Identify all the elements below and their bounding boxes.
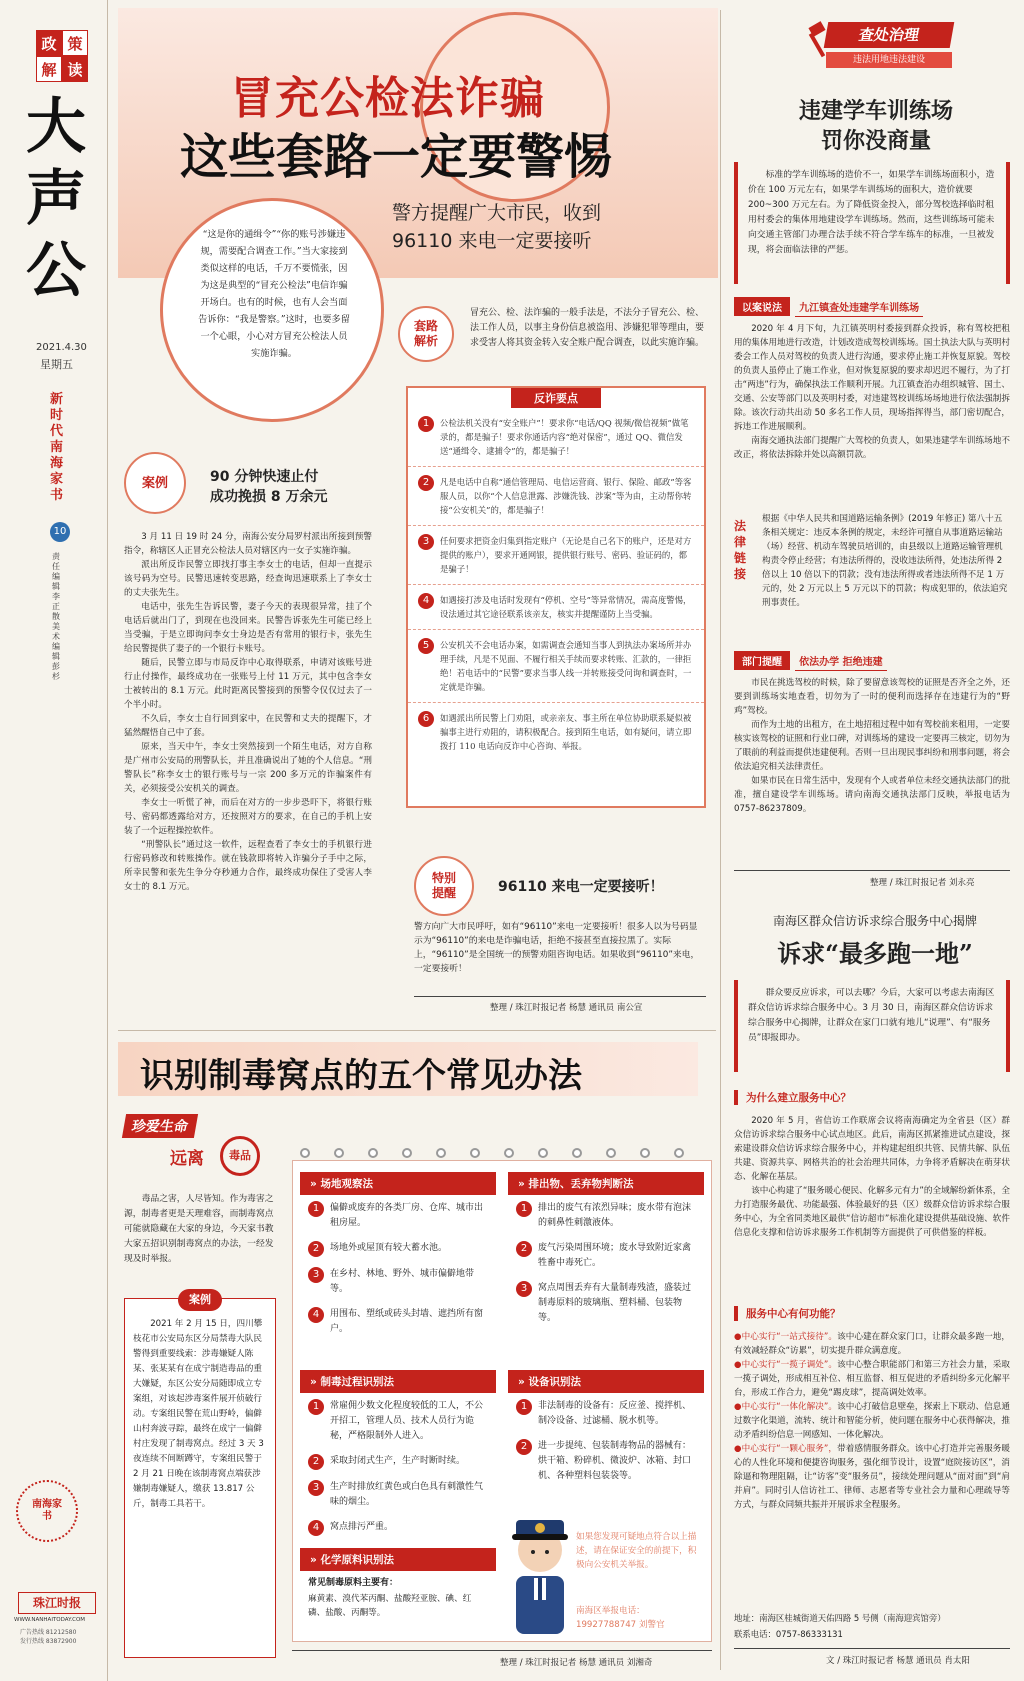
method-title: » 设备识别法 bbox=[508, 1370, 704, 1393]
tip-section-label: 部门提醒 bbox=[734, 651, 790, 670]
column-rule bbox=[720, 10, 721, 1670]
method-item-text: 常雇佣少数文化程度较低的工人，不公开招工，管理人员、技术人员行为诡秘，严格限制外人进入。 bbox=[330, 1401, 484, 1441]
hotline-number: 19927788747 刘警官 bbox=[576, 1620, 665, 1630]
service-intro-box bbox=[734, 980, 1010, 1072]
driving-title-line2: 罚你没商量 bbox=[820, 128, 931, 154]
method-item bbox=[300, 1195, 496, 1235]
ring bbox=[368, 1148, 378, 1158]
section-rule bbox=[118, 1030, 716, 1031]
ring bbox=[538, 1148, 548, 1158]
method-item bbox=[300, 1448, 496, 1474]
function-head: 中心实行“一体化解决”。 bbox=[741, 1402, 838, 1412]
method-title-text: 制毒过程识别法 bbox=[320, 1376, 394, 1388]
case-paragraph: 原来，当天中午，李女士突然接到一个陌生电话，对方自称是广州市公安局的刑警队长，并且准确说出了她的个人信息。“刑警队长”称李女士的银行账号与一宗 200 多万元的诈骗案件有关，必须接受公安机关的调查。 bbox=[124, 742, 372, 794]
method-title-text: 化学原料识别法 bbox=[320, 1554, 394, 1566]
method-item bbox=[300, 1393, 496, 1448]
method-item bbox=[300, 1261, 496, 1301]
divider bbox=[734, 1648, 1010, 1649]
case-section-title: 九江镇查处违建学车训练场 bbox=[795, 301, 923, 317]
method-title-text: 排出物、丢弃物判断法 bbox=[528, 1178, 634, 1190]
ring bbox=[674, 1148, 684, 1158]
tip-section-header bbox=[734, 650, 887, 670]
item-number: 2 bbox=[308, 1241, 324, 1257]
function-text: 该中心建在群众家门口，让群众最多跑一地，有效减轻群众“访累”，切实提升群众满意度。 bbox=[734, 1332, 1011, 1356]
ring bbox=[436, 1148, 446, 1158]
method-item-text: 偏僻或废弃的各类厂房、仓库、城市出租房屋。 bbox=[330, 1203, 484, 1228]
driving-intro-box bbox=[734, 162, 1010, 284]
function-item bbox=[734, 1330, 1010, 1358]
case-paragraph: 派出所反诈民警立即找打事主李女士的电话，但却一直提示该号码为空号。民警迅速转变思路，经查询迅速联系上了李女士的丈夫张先生。 bbox=[124, 560, 372, 598]
drug-case-box bbox=[124, 1293, 276, 1658]
method-item-text: 用围布、塑纸或砖头封墙、遮挡所有窗户。 bbox=[330, 1309, 484, 1334]
tip-item bbox=[408, 630, 704, 703]
q1-body bbox=[734, 1114, 1010, 1240]
case-title-line1: 90 分钟快速止付 bbox=[210, 469, 319, 485]
functions-body bbox=[734, 1330, 1010, 1512]
service-kicker: 南海区群众信访诉求综合服务中心揭牌 bbox=[772, 914, 977, 928]
ring bbox=[470, 1148, 480, 1158]
analysis-badge bbox=[398, 306, 454, 362]
function-text: 该中心整合职能部门和第三方社会力量，采取一揽子调处，形成相互补位、相互监督、相互促进的矛盾纠纷多元化解平台，形成工作合力，避免“踢皮球”，提高调处效率。 bbox=[734, 1360, 1011, 1398]
drug-intro: 毒品之害，人尽皆知。作为毒害之源，制毒者更是天理难容，而制毒窝点可能就隐藏在大家的身边，今天家书教大家五招识别制毒窝点的办法，一经发现及时举报。 bbox=[124, 1194, 274, 1264]
stamp-logo bbox=[802, 14, 956, 76]
case-label: 案例 bbox=[141, 475, 168, 491]
tip-number: 3 bbox=[418, 534, 434, 550]
fraud-subtitle-line1: 警方提醒广大市民，收到 bbox=[392, 202, 602, 224]
tip-item bbox=[408, 408, 704, 467]
service-contact: 联系电话：0757-86333131 bbox=[734, 1629, 843, 1639]
method-item bbox=[508, 1433, 704, 1488]
method-item bbox=[300, 1514, 496, 1540]
tip-number: 4 bbox=[418, 593, 434, 609]
gavel-icon bbox=[802, 20, 830, 62]
function-text: 带着感情服务群众。该中心打造并完善服务暖心的人性化环境和便捷咨询服务，强化细节设计，设置“庭院接访区”，消除逼和物理阻隔，让“访客”变“服务员”，接续处理问题从“面对面”到“肩并肩”。同时引人信访社工、律师、志愿者等专业社会力量和心理疏导等方式，与群众同频共振并开展诉求全程服务。 bbox=[734, 1444, 1011, 1510]
method-item-text: 采取封闭式生产，生产时断时续。 bbox=[330, 1456, 466, 1466]
driving-tip-body bbox=[734, 676, 1010, 816]
ring bbox=[334, 1148, 344, 1158]
item-number: 1 bbox=[308, 1201, 324, 1217]
ad-hotline: 广告热线 81212580 bbox=[20, 1629, 77, 1636]
masthead-char: 公 bbox=[26, 236, 86, 306]
function-item bbox=[734, 1400, 1010, 1442]
tag-char: 读 bbox=[62, 56, 88, 82]
fraud-byline: 整理 / 珠江时报记者 杨慧 通讯员 南公宣 bbox=[490, 1003, 643, 1013]
method-item bbox=[508, 1393, 704, 1433]
fraud-title-line2: 这些套路一定要警惕 bbox=[180, 129, 613, 185]
item-number: 2 bbox=[516, 1439, 532, 1455]
left-rail bbox=[0, 0, 108, 1681]
chemical-lead: 常见制毒原料主要有： bbox=[308, 1578, 399, 1588]
tag-char: 政 bbox=[36, 30, 62, 56]
method-item bbox=[508, 1275, 704, 1330]
ring bbox=[606, 1148, 616, 1158]
method-item-text: 场地外或屋顶有较大蓄水池。 bbox=[330, 1243, 448, 1253]
driving-tip-paragraph: 市民在挑选驾校的时候，除了要留意该驾校的证照是否齐全之外，还要到训练场实地查看，切勿为了一时的便利而选择存在违建行为的“野鸡”驾校。 bbox=[734, 678, 1010, 716]
issue-weekday: 星期五 bbox=[40, 358, 73, 371]
service-address: 地址：南海区桂城街道天佑四路 5 号侧（南海迎宾馆旁） bbox=[734, 1613, 946, 1623]
q1-paragraph: 2020 年 5 月，省信访工作联席会议将南海确定为全省县（区）群众信访诉求综合服务中心试点地区。此后，南海区抓紧推进试点建设，探索建设群众信访诉求综合服务中心，并构建起组织共管、民情共解、队伍共建、资源共享、网格共治的社会治理共同体，力争将矛盾解决在萌芽状态、化解在基层。 bbox=[734, 1116, 1010, 1182]
item-number: 2 bbox=[308, 1454, 324, 1470]
tip-number: 1 bbox=[418, 416, 434, 432]
reminder-label: 特别提醒 bbox=[431, 871, 456, 900]
service-title: 诉求“最多跑一地” bbox=[777, 939, 973, 968]
fraud-title-line1: 冒充公检法诈骗 bbox=[230, 73, 545, 124]
driving-tip-paragraph: 如果市民在日常生活中，发现有个人或者单位未经交通执法部门的批准，擅自建设学车训练场。请向南海交通执法部门反映，举报电话为 0757-86237809。 bbox=[734, 776, 1010, 814]
tip-item bbox=[408, 526, 704, 585]
tip-item bbox=[408, 467, 704, 526]
method-title: » 排出物、丢弃物判断法 bbox=[508, 1172, 704, 1195]
item-number: 3 bbox=[308, 1267, 324, 1283]
bullet-dot: ● bbox=[734, 1332, 742, 1342]
drug-byline: 整理 / 珠江时报记者 杨慧 通讯员 刘湘奇 bbox=[500, 1658, 653, 1668]
issue-date: 2021.4.30 bbox=[36, 342, 87, 353]
stamp-title: 查处治理 bbox=[824, 22, 955, 48]
driving-intro: 标准的学车训练场的造价不一，如果学车训练场面积小，造价在 100 万元左右，如果学车训练场的面积大，造价就要 200~300 万元左右。为了降低资金投入，部分驾校选择临时租用村委会的集体用地建设学车训练场。然而，这些训练场可能未向交通主管部门办理合法手续不符合学车练车的标准，一旦被发现，将会面临法律的严惩。 bbox=[748, 170, 995, 255]
driving-case-paragraph: 2020 年 4 月下旬，九江镇英明村委接到群众投诉，称有驾校把租用的集体用地进行改造，计划改造成驾校训练场。国土执法大队与英明村委会工作人员对驾校的负责人进行沟通，要求停止施工并恢复原貌。驾校的负责人虽停止了施工作业，但对恢复原貌的要求却迟迟不履行，为了打击“两违”行为，确保执法工作顺利开展。九江镇查治办组织城管、国土、交通、公安等部门以及英明村委，对违建驾校训练场场地进行依法强制拆除。该次行动共出动 50 多名工作人员，现场指挥得当，部门密切配合，拆违工作进展顺利。 bbox=[734, 324, 1010, 432]
method-card-equipment bbox=[508, 1370, 704, 1490]
case-paragraph: “刑警队长”通过这一软件，远程查看了李女士的手机银行进行密码修改和转账操作。就在钱款即将转入诈骗分子手中之际，所幸民警和张先生争分夺秒通力合作，最终成功保住了受害人李女士的 8.1 万元。 bbox=[124, 840, 372, 892]
method-item-text: 废气污染周围环境；废水导致附近家禽牲畜中毒死亡。 bbox=[538, 1243, 692, 1268]
method-title: » 制毒过程识别法 bbox=[300, 1370, 496, 1393]
question-heading: 为什么建立服务中心？ bbox=[734, 1090, 1010, 1105]
driving-byline: 整理 / 珠江时报记者 刘永亮 bbox=[870, 878, 975, 888]
item-number: 3 bbox=[308, 1480, 324, 1496]
tip-text: 公安机关不会电话办案，如需调查会通知当事人到执法办案场所并办理手续，凡是不见面、不履行相关手续而要求转账、汇款的，一律拒绝！若电话中的“民警”要求当事人线一并转账接受问询和调查时，一定就是诈骗。 bbox=[440, 640, 692, 692]
masthead-char: 声 bbox=[26, 164, 86, 234]
method-title-text: 设备识别法 bbox=[528, 1376, 581, 1388]
ring bbox=[504, 1148, 514, 1158]
function-head: 中心实行“一颗心服务”， bbox=[741, 1444, 838, 1454]
method-item-text: 生产时排放红黄色或白色具有刺激性气味的烟尘。 bbox=[330, 1482, 484, 1507]
driving-case-paragraph: 南海交通执法部门提醒广大驾校的负责人，如果违建学车训练场地不改正，将依法拆除并处以高额罚款。 bbox=[734, 436, 1010, 460]
bullet-dot: ● bbox=[734, 1402, 742, 1412]
drug-title: 识别制毒窝点的五个常见办法 bbox=[140, 1056, 582, 1096]
stamp-subtitle: 违法用地违法建设 bbox=[826, 52, 952, 68]
method-item-text: 非法制毒的设备有：反应釜、搅拌机、制冷设备、过滤桶、脱水机等。 bbox=[538, 1401, 692, 1426]
question-heading: 服务中心有何功能？ bbox=[734, 1306, 1010, 1321]
tip-number: 2 bbox=[418, 475, 434, 491]
method-item bbox=[300, 1235, 496, 1261]
fraud-subtitle-line2: 96110 来电一定要接听 bbox=[392, 230, 592, 252]
case-section-header bbox=[734, 296, 923, 316]
method-item-text: 在乡村、林地、野外、城市偏僻地带等。 bbox=[330, 1269, 475, 1294]
reminder-title: 96110 来电一定要接听！ bbox=[498, 879, 664, 895]
case-paragraph: 电话中，张先生告诉民警，妻子今天的表现很异常，挂了个电话后就出门了，到现在也没回来。民警告诉张先生可能已经上当受骗，于是立即询问李女士身边是否有常用的银行卡，张先生给民警提供了妻子的一个银行卡账号。 bbox=[124, 602, 372, 654]
fraud-intro: “这是你的通缉令”“你的账号涉嫌违规，需要配合调查工作。”当大家接到类似这样的电话，千万不要慌张，因为这是典型的“冒充公检法”电信诈骗开场白。也有的时候，也有人会当面告诉你：“我是警察。”这时，也要多留一个心眼，小心对方冒充公检法人员实施诈骗。 bbox=[198, 229, 350, 359]
case-badge bbox=[124, 452, 186, 514]
tip-number: 6 bbox=[418, 711, 434, 727]
method-card-chemical bbox=[300, 1548, 496, 1634]
method-item-text: 进一步提纯、包装制毒物品的器械有：烘干箱、粉碎机、微波炉、冰箱、封口机、各种塑料包装袋等。 bbox=[538, 1441, 692, 1481]
reminder-text: 警方向广大市民呼吁，如有“96110”来电一定要接听！很多人以为号码显示为“96110”的来电是诈骗电话，拒绝不接甚至直接拉黑了。实际上，“96110”是全国统一的预警劝阻咨询电话。如果收到“96110”来电，一定要接听！ bbox=[414, 922, 700, 974]
method-card-discharge bbox=[508, 1172, 704, 1360]
case-body bbox=[124, 530, 372, 894]
police-note: 如果您发现可疑地点符合以上描述，请在保证安全的前提下，积极向公安机关举报。 bbox=[576, 1532, 697, 1570]
case-paragraph: 随后，民警立即与市局反诈中心取得联系，申请对该账号进行止付操作，最终成功在一张账号上付 11 万元，其中包含李女士被转出的 8.1 万元。此时距离民警接到的预警令仅仅过去了一个半小时。 bbox=[124, 658, 372, 710]
item-number: 1 bbox=[516, 1201, 532, 1217]
tips-box bbox=[406, 386, 706, 808]
divider bbox=[292, 1650, 712, 1651]
function-text: 该中心打破信息壁垒，探索上下联动、信息通过数字化渠道，流转、统计和智能分析，使问题在服务中心获得解决，推动矛盾纠纷信息一网感知、一体化解决。 bbox=[734, 1402, 1011, 1440]
method-item bbox=[508, 1195, 704, 1235]
method-item bbox=[508, 1235, 704, 1275]
tip-text: 公检法机关没有“安全账户”！要求你“电话/QQ 视频/微信视频”做笔录的，都是骗子！要求你通话内容“绝对保密”，通过 QQ、微信发送“通缉令、逮捕令”的，都是骗子！ bbox=[440, 418, 689, 456]
drug-case-label: 案例 bbox=[178, 1289, 222, 1311]
item-number: 3 bbox=[516, 1281, 532, 1297]
no-drugs-icon bbox=[220, 1136, 260, 1176]
tag-char: 解 bbox=[36, 56, 62, 82]
method-item bbox=[300, 1301, 496, 1341]
drug-case-text: 2021 年 2 月 15 日，四川攀枝花市公安局东区分局禁毒大队民警得到重要线索：涉毒嫌疑人陈某、张某某有在成宁制造毒品的重大嫌疑，东区公安分局随即成立专案组，对该起涉毒案件展开侦破行动。专案组民警在荒山野岭，偏僻山村奔波寻踪，最终在成宁一偏僻村庄发现了制毒窝点。经过 3 天 3 夜连续不间断蹲守，专案组民警于 2 月 21 日晚在该制毒窝点端获涉嫌制毒嫌疑人，缴获 13.817 公斤，制毒工具若干。 bbox=[133, 1319, 264, 1509]
divider bbox=[414, 996, 706, 997]
distribution-hotline: 发行热线 83872900 bbox=[20, 1638, 77, 1645]
nanhai-jiashu-logo bbox=[16, 1480, 78, 1542]
item-number: 1 bbox=[308, 1399, 324, 1415]
law-link-tag: 法律链接 bbox=[734, 519, 747, 581]
page-number: 10 bbox=[50, 522, 70, 542]
driving-case-body bbox=[734, 322, 1010, 462]
tip-text: 任何要求把资金归集到指定账户（无论是自己名下的账户，还是对方提供的账户），要求开通网银，提供银行账号、密码、验证码的，都是骗子！ bbox=[440, 536, 692, 574]
case-title-line2: 成功挽损 8 万余元 bbox=[210, 489, 328, 505]
method-title: » 场地观察法 bbox=[300, 1172, 496, 1195]
driving-title-line1: 违建学车训练场 bbox=[798, 98, 953, 124]
newspaper-logo: 珠江时报 bbox=[18, 1592, 96, 1614]
hotline-label: 南海区举报电话： bbox=[576, 1606, 645, 1616]
masthead-char: 大 bbox=[26, 92, 86, 162]
item-number: 2 bbox=[516, 1241, 532, 1257]
editor-credits: 责任编辑 李正散 美术编辑 彭杉 bbox=[52, 552, 60, 681]
method-item bbox=[300, 1474, 496, 1514]
tip-section-title: 依法办学 拒绝违建 bbox=[795, 655, 886, 671]
bullet-dot: ● bbox=[734, 1444, 742, 1454]
function-item bbox=[734, 1358, 1010, 1400]
tip-text: 如遇派出所民警上门劝阻，或亲亲友、事主所在单位协助联系疑似被骗事主进行劝阻的，请积极配合。接到陌生电话，如有疑问，请立即拨打 110 电话向反诈中心咨询、举报。 bbox=[440, 713, 692, 751]
function-item bbox=[734, 1442, 1010, 1512]
method-card-process bbox=[300, 1370, 496, 1538]
item-number: 4 bbox=[308, 1307, 324, 1323]
item-number: 1 bbox=[516, 1399, 532, 1415]
tips-title: 反诈要点 bbox=[511, 388, 601, 408]
chemical-list: 麻黄素、溴代苯丙酮、盐酸羟亚胺、碘、红磷、盐酸、丙酮等。 bbox=[308, 1594, 472, 1618]
column-name: 新时代南海家书 bbox=[50, 392, 64, 503]
tip-text: 如遇接打涉及电话时发现有“停机、空号”等异常情况，需高度警惕，设法通过其它途径联系该亲友，核实并提醒谨防上当受骗。 bbox=[440, 595, 692, 619]
method-item-text: 窝点周围丢弃有大量制毒残渣，盛装过制毒原料的玻璃瓶、塑料桶、包装物等。 bbox=[538, 1283, 692, 1323]
method-title: » 化学原料识别法 bbox=[300, 1548, 496, 1571]
method-title-text: 场地观察法 bbox=[320, 1178, 373, 1190]
bullet-dot: ● bbox=[734, 1360, 742, 1370]
item-number: 4 bbox=[308, 1520, 324, 1536]
method-item-text: 窝点排污严重。 bbox=[330, 1522, 394, 1532]
police-officer-icon bbox=[508, 1498, 572, 1634]
case-paragraph: 不久后，李女士自行回到家中，在民警和丈夫的提醒下，才猛然醒悟自己中了套。 bbox=[124, 714, 372, 738]
q1-paragraph: 该中心构建了“服务暖心便民、化解多元有力”的全域解纷新体系，全力打造服务最优、功能最强、体验最好的县（区）级群众信访诉求综合服务中心，为全省同类地区最供“信访超市”标准化建设提供基础设施、软件信息化支撑和信访诉求服务工作机制等方面提供了可供借鉴的样板。 bbox=[734, 1186, 1010, 1238]
case-paragraph: 3 月 11 日 19 时 24 分，南海公安分局罗村派出所接到预警指令，称辖区人正冒充公检法人员对辖区内一女子实施诈骗。 bbox=[124, 532, 372, 556]
divider bbox=[734, 870, 1010, 871]
case-paragraph: 李女士一听慌了神，而后在对方的一步步恐吓下，将银行账号、密码都透露给对方，还按照对方的要求，在自己的手机上安装了一个远程操控软件。 bbox=[124, 798, 372, 836]
logo-text: 南海家书 bbox=[32, 1499, 62, 1522]
tip-number: 5 bbox=[418, 638, 434, 654]
service-byline: 文 / 珠江时报记者 杨慧 通讯员 肖太阳 bbox=[826, 1656, 970, 1666]
ring bbox=[300, 1148, 310, 1158]
tip-item bbox=[408, 585, 704, 630]
anti-drug-logo bbox=[124, 1114, 274, 1182]
tip-item bbox=[408, 703, 704, 761]
function-head: 中心实行“一站式接待”。 bbox=[741, 1332, 838, 1342]
reminder-badge bbox=[414, 856, 474, 916]
function-head: 中心实行“一揽子调处”。 bbox=[741, 1360, 838, 1370]
analysis-label: 套路解析 bbox=[413, 319, 438, 348]
method-item-text: 排出的废气有浓烈异味；废水带有泡沫的刺鼻性刺激液体。 bbox=[538, 1203, 692, 1228]
logo-line1: 珍爱生命 bbox=[122, 1114, 198, 1138]
tip-text: 凡是电话中自称“通信管理局、电信运营商、银行、保险、邮政”等客服人员，以你“个人信息泄露、涉嫌洗钱、涉案”等为由，主动帮你转接“公安机关”的，都是骗子！ bbox=[440, 477, 692, 515]
ring bbox=[402, 1148, 412, 1158]
tag-char: 策 bbox=[62, 30, 88, 56]
analysis-text: 冒充公、检、法诈骗的一般手法是，不法分子冒充公、检、法工作人员，以事主身份信息被盗用、涉嫌犯罪等理由，要求受害人将其资金转入安全账户配合调查，以此实施诈骗。 bbox=[470, 308, 705, 348]
logo-line2: 远离 bbox=[170, 1149, 204, 1169]
newspaper-url: WWW.NANHAITODAY.COM bbox=[14, 1617, 86, 1623]
case-section-label: 以案说法 bbox=[734, 297, 790, 316]
ring bbox=[572, 1148, 582, 1158]
driving-tip-paragraph: 而作为土地的出租方，在土地招租过程中如有驾校前来租用，一定要核实该驾校的证照和行业口碑，对训练场的建设一定要再三核定，切勿为了眼前的利益而提供违建便利。否则一旦出现民事纠纷和刑事问题，将会依法追究相关法律责任。 bbox=[734, 720, 1010, 772]
law-link-text: 根据《中华人民共和国道路运输条例》(2019 年修正) 第八十五条相关规定：违反本条例的规定，未经许可擅自从事道路运输站（场）经营、机动车驾驶员培训的，由县级以上道路运输管理机构责令停止经营；有违法所得的，没收违法所得，处违法所得 2 倍以上 10 倍以下的罚款；没有违法所得或者违法所得不足 1 万元的，处 2 万元以上 5 万元以下的罚款；构成犯罪的，依法追究刑事责任。 bbox=[762, 514, 1008, 608]
ring bbox=[640, 1148, 650, 1158]
method-card-site bbox=[300, 1172, 496, 1360]
logo-line3: 毒品 bbox=[229, 1149, 251, 1162]
service-intro: 群众要反应诉求，可以去哪？今后，大家可以考虑去南海区群众信访诉求综合服务中心。3 月 30 日，南海区群众信访诉求综合服务中心揭牌，让群众在家门口就有地儿“说理”、有“服务员”即报即办。 bbox=[748, 988, 995, 1043]
